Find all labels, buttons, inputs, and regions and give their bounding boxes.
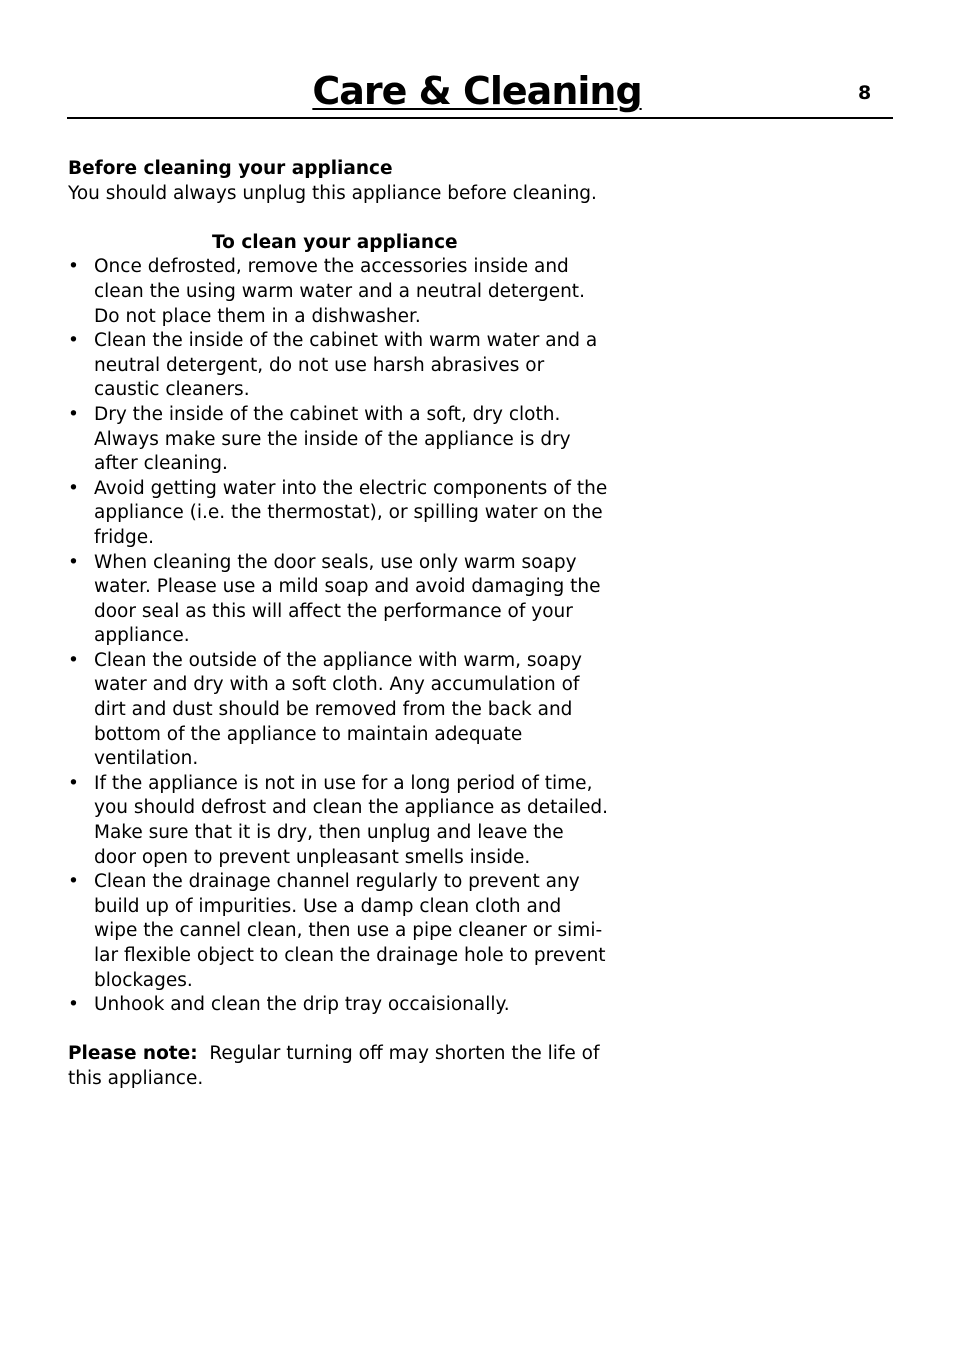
bullet-icon: •	[68, 551, 79, 573]
bullet-icon: •	[68, 403, 79, 425]
list-item-text: When cleaning the door seals, use only warm soapy water. Please use a mild soap and avoid damaging the door seal as this will affect the performance of your appliance.	[94, 551, 601, 647]
please-note-label: Please note:	[68, 1043, 198, 1065]
bullet-icon: •	[68, 994, 79, 1016]
header-rule	[67, 117, 893, 119]
list-item	[68, 772, 608, 870]
bullet-icon: •	[68, 871, 79, 893]
before-cleaning-heading: Before cleaning your appliance	[68, 158, 393, 179]
spacer	[68, 1018, 608, 1043]
list-item-text: Avoid getting water into the electric components of the appliance (i.e. the thermostat), or spilling water on the fridge.	[94, 477, 608, 548]
page-number: 8	[858, 82, 872, 104]
list-item	[68, 403, 608, 477]
list-item	[68, 255, 608, 329]
list-item-text: If the appliance is not in use for a long period of time, you should defrost and clean the appliance as detailed. Make sure that it is dry, then unplug and leave the door open to prevent unpleasant smells inside.	[94, 772, 608, 868]
list-item	[68, 649, 608, 772]
list-item	[68, 329, 608, 403]
bullet-icon: •	[68, 256, 79, 278]
list-item-text: Dry the inside of the cabinet with a soft, dry cloth. Always make sure the inside of the appliance is dry after cleaning.	[94, 403, 571, 475]
list-item-text: Unhook and clean the drip tray occaisionally.	[94, 994, 510, 1016]
list-item	[68, 551, 608, 649]
list-item	[68, 477, 608, 551]
before-cleaning-text: You should always unplug this appliance before cleaning.	[68, 182, 597, 204]
cleaning-steps-list	[68, 255, 608, 1017]
page-title	[0, 69, 954, 113]
please-note-text: Regular turning off may shorten the life of this appliance.	[68, 1043, 600, 1089]
list-item-text: Clean the outside of the appliance with warm, soapy water and dry with a soft cloth. Any accumulation of dirt and dust should be removed from the back and bottom of the appliance to maintain adequate ventilation.	[94, 649, 582, 770]
list-item	[68, 870, 608, 993]
page-content	[68, 157, 608, 1092]
list-item-text: Once defrosted, remove the accessories inside and clean the using warm water and a neutral detergent. Do not place them in a dishwasher.	[94, 256, 585, 327]
list-item-text: Clean the inside of the cabinet with warm water and a neutral detergent, do not use harsh abrasives or caustic cleaners.	[94, 330, 598, 401]
list-item	[68, 993, 608, 1018]
spacer	[68, 206, 608, 231]
bullet-icon: •	[68, 772, 79, 794]
page-title-text: Care & Cleaning	[308, 69, 645, 113]
bullet-icon: •	[68, 477, 79, 499]
list-item-text: Clean the drainage channel regularly to prevent any build up of impurities. Use a damp clean cloth and wipe the cannel clean, then use a pipe cleaner or simi-lar flexible object to clean the drainage hole to prevent blockages.	[94, 871, 606, 991]
please-note	[68, 1042, 608, 1091]
bullet-icon: •	[68, 649, 79, 671]
bullet-icon: •	[68, 330, 79, 352]
to-clean-heading: To clean your appliance	[212, 231, 458, 253]
